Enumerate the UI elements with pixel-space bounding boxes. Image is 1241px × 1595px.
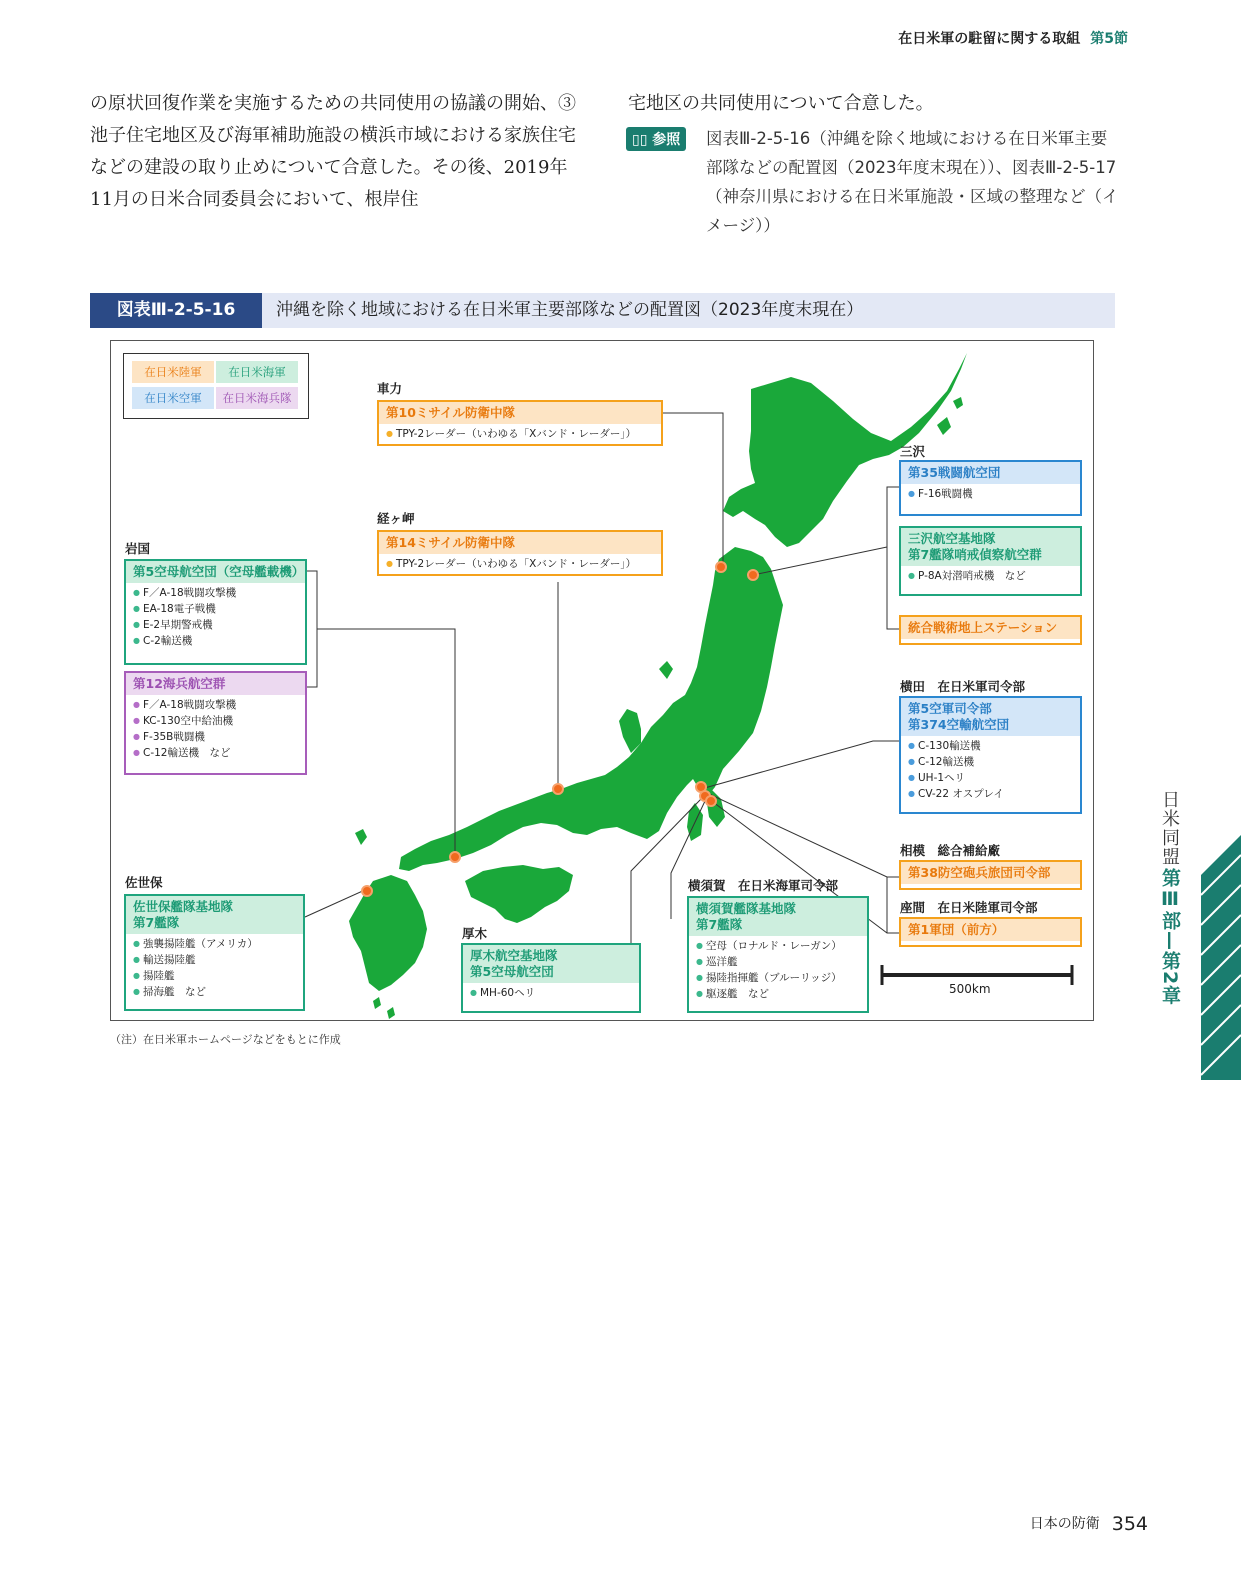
reference-badge: ▯▯ 参照 — [626, 127, 686, 151]
unit-item: ● 掃海艦 など — [133, 984, 296, 1000]
marker-sasebo — [362, 886, 372, 896]
page-number: 354 — [1111, 1513, 1148, 1535]
legend-army: 在日米陸軍 — [132, 361, 214, 383]
unit-item: ● KC-130空中給油機 — [133, 713, 298, 729]
japan-landmass — [349, 353, 967, 1019]
unit-title: 厚木航空基地隊 第5空母航空団 — [463, 945, 639, 983]
location-iwakuni: 岩国 — [125, 541, 151, 556]
location-atsugi: 厚木 — [462, 926, 488, 941]
unit-item: ● 揚陸艦 — [133, 968, 296, 984]
unit-title: 第5空軍司令部 第374空輸航空団 — [901, 698, 1080, 736]
unit-item: ● E-2早期警戒機 — [133, 617, 298, 633]
unit-yokota — [899, 696, 1082, 814]
unit-iwakuni-marines — [124, 671, 307, 775]
location-sagami: 相模 総合補給廠 — [900, 843, 1001, 858]
unit-item: ● 駆逐艦 など — [696, 986, 860, 1002]
unit-iwakuni-navy — [124, 559, 307, 665]
location-yokota: 横田 在日米軍司令部 — [900, 679, 1026, 694]
unit-title: 第14ミサイル防衛中隊 — [379, 532, 661, 554]
reference-link[interactable]: 図表Ⅲ-2-5-16（沖縄を除く地域における在日米軍主要部隊などの配置図（2023年度末現在））、図表Ⅲ-2-5-17（神奈川県における在日米軍施設・区域の整理など（イメージ）） — [706, 129, 1119, 235]
unit-title: 第5空母航空団（空母艦載機） — [126, 561, 305, 583]
line-sagami — [707, 793, 899, 877]
unit-title: 佐世保艦隊基地隊 第7艦隊 — [126, 896, 303, 934]
unit-shariki — [377, 400, 663, 446]
unit-item: ● TPY-2レーダー（いわゆる「Xバンド・レーダー」） — [386, 556, 654, 572]
marker-iwakuni — [450, 852, 460, 862]
scale-label: 500km — [949, 982, 991, 996]
unit-atsugi — [461, 943, 641, 1013]
unit-item: ● TPY-2レーダー（いわゆる「Xバンド・レーダー」） — [386, 426, 654, 442]
side-tab — [1141, 835, 1241, 1080]
marker-yokosuka — [706, 796, 716, 806]
unit-item: ● CV-22 オスプレイ — [908, 786, 1073, 802]
body-text-col2: 宅地区の共同使用について合意した。 — [628, 93, 934, 114]
section-label: 第5節 — [1090, 31, 1128, 47]
unit-item: ● C-130輸送機 — [908, 738, 1073, 754]
unit-title: 横須賀艦隊基地隊 第7艦隊 — [689, 898, 867, 936]
unit-item: ● F-16戦闘機 — [908, 486, 1073, 502]
running-header: 在日米軍の駐留に関する取組 第5節 — [898, 31, 1128, 47]
legend-airforce: 在日米空軍 — [132, 387, 214, 409]
location-sasebo: 佐世保 — [125, 875, 163, 890]
unit-item: ● 強襲揚陸艦（アメリカ） — [133, 936, 296, 952]
legend-navy: 在日米海軍 — [216, 361, 298, 383]
unit-item: ● P-8A対潜哨戒機 など — [908, 568, 1073, 584]
unit-yokosuka — [687, 896, 869, 1013]
reference-note — [626, 124, 1121, 240]
unit-item: ● 輸送揚陸艦 — [133, 952, 296, 968]
page-footer — [1030, 1513, 1148, 1535]
unit-item: ● 空母（ロナルド・レーガン） — [696, 938, 860, 954]
marker-kyogamisaki — [553, 784, 563, 794]
figure-note: （注）在日米軍ホームページなどをもとに作成 — [110, 1033, 341, 1046]
map-legend — [123, 353, 309, 419]
unit-item: ● C-2輸送機 — [133, 633, 298, 649]
unit-misawa-airforce — [899, 460, 1082, 516]
marker-misawa — [748, 570, 758, 580]
figure-title-bar — [90, 293, 1115, 328]
unit-title: 第10ミサイル防衛中隊 — [379, 402, 661, 424]
deployment-map — [110, 340, 1094, 1021]
side-tab-stripes — [1141, 835, 1241, 1080]
unit-title: 第35戦闘航空団 — [901, 462, 1080, 484]
side-tab-label: 日米同盟 — [1159, 790, 1180, 866]
unit-title: 第12海兵航空群 — [126, 673, 305, 695]
unit-item: ● 揚陸指揮艦（ブルーリッジ） — [696, 970, 860, 986]
location-kyogamisaki: 経ヶ岬 — [377, 511, 415, 526]
figure-title: 沖縄を除く地域における在日米軍主要部隊などの配置図（2023年度末現在） — [276, 300, 864, 320]
legend-marines: 在日米海兵隊 — [216, 387, 298, 409]
location-yokosuka: 横須賀 在日米海軍司令部 — [688, 878, 839, 893]
unit-misawa-navy — [899, 526, 1082, 596]
unit-item: ● F／A-18戦闘攻撃機 — [133, 585, 298, 601]
marker-shariki — [716, 562, 726, 572]
body-text-col1: の原状回復作業を実施するための共同使用の協議の開始、③池子住宅地区及び海軍補助施設の横浜市域における家族住宅などの建設の取り止めについて合意した。その後、2019年11月の日米合同委員会において、根岸住 — [90, 93, 576, 210]
unit-sagami — [899, 860, 1082, 890]
unit-title: 統合戦術地上ステーション — [901, 617, 1080, 639]
side-tab-part: 第Ⅲ部—第2章 — [1159, 868, 1181, 1006]
line-shariki — [662, 413, 723, 565]
bracket-misawa — [887, 487, 899, 629]
line-iwakuni — [317, 629, 455, 857]
unit-item: ● UH-1ヘリ — [908, 770, 1073, 786]
location-zama: 座間 在日米陸軍司令部 — [900, 900, 1038, 915]
line-misawa — [753, 547, 887, 575]
unit-misawa-army — [899, 615, 1082, 645]
unit-title: 三沢航空基地隊 第7艦隊哨戒偵察航空群 — [901, 528, 1080, 566]
unit-item: ● 巡洋艦 — [696, 954, 860, 970]
location-misawa: 三沢 — [900, 444, 926, 459]
book-title: 日本の防衛 — [1029, 1516, 1100, 1532]
figure-number: 図表Ⅲ-2-5-16 — [90, 293, 262, 328]
book-icon: ▯▯ — [632, 132, 653, 148]
unit-item: ● C-12輸送機 — [908, 754, 1073, 770]
bracket-iwakuni — [307, 571, 317, 687]
unit-title: 第38防空砲兵旅団司令部 — [901, 862, 1080, 884]
unit-kyogamisaki — [377, 530, 663, 576]
location-shariki: 車力 — [377, 381, 403, 396]
unit-item: ● EA-18電子戦機 — [133, 601, 298, 617]
unit-item: ● F／A-18戦闘攻撃機 — [133, 697, 298, 713]
unit-item: ● MH-60ヘリ — [470, 985, 632, 1001]
unit-title: 第1軍団（前方） — [901, 919, 1080, 941]
unit-zama — [899, 917, 1082, 947]
unit-item: ● F-35B戦闘機 — [133, 729, 298, 745]
unit-item: ● C-12輸送機 など — [133, 745, 298, 761]
unit-sasebo — [124, 894, 305, 1011]
